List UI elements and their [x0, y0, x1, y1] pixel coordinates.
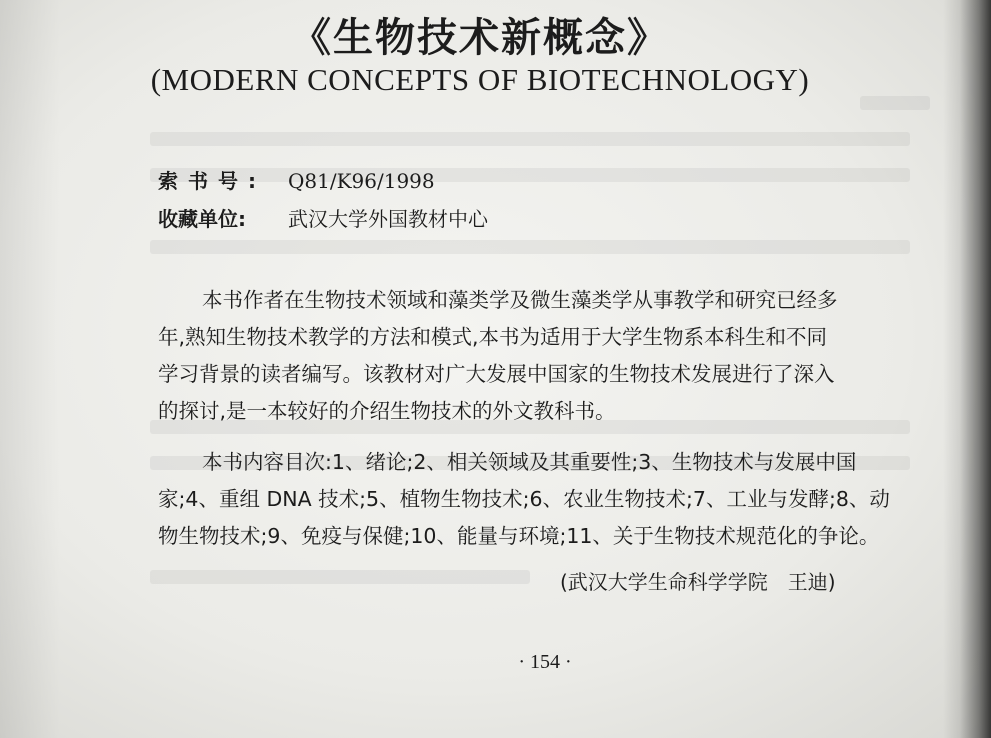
paragraph-line: 的探讨,是一本较好的介绍生物技术的外文教科书。: [158, 399, 616, 423]
paragraph-line: 家;4、重组 DNA 技术;5、植物生物技术;6、农业生物技术;7、工业与发酵;8、动: [158, 487, 890, 511]
holding-unit-row: [158, 203, 488, 232]
page-number: · 154 ·: [518, 651, 572, 673]
paragraph-line: 本书作者在生物技术领域和藻类学及微生藻类学从事教学和研究已经多: [202, 288, 838, 312]
binding-shadow: [943, 0, 991, 738]
paragraph-line: 学习背景的读者编写。该教材对广大发展中国家的生物技术发展进行了深入: [158, 362, 835, 386]
paragraph-line: 本书内容目次:1、绪论;2、相关领域及其重要性;3、生物技术与发展中国: [202, 450, 857, 474]
holding-unit-label: 收藏单位:: [158, 207, 246, 231]
call-number-value: Q81/K96/1998: [288, 169, 435, 193]
call-number-row: [158, 165, 435, 194]
description-paragraph: [158, 282, 943, 430]
book-title-english: (MODERN CONCEPTS OF BIOTECHNOLOGY): [150, 62, 810, 97]
call-number-label: 索书号:: [158, 169, 266, 193]
paragraph-line: 物生物技术;9、免疫与保健;10、能量与环境;11、关于生物技术规范化的争论。: [158, 524, 880, 548]
paragraph-line: 年,熟知生物技术教学的方法和模式,本书为适用于大学生物系本科生和不同: [158, 325, 828, 349]
page-edge-shadow: [0, 0, 60, 738]
holding-unit-value: 武汉大学外国教材中心: [288, 207, 488, 231]
book-title-chinese: 《生物技术新概念》: [291, 15, 669, 61]
author-signature: (武汉大学生命科学学院 王迪): [560, 570, 836, 594]
contents-paragraph: [158, 444, 943, 555]
